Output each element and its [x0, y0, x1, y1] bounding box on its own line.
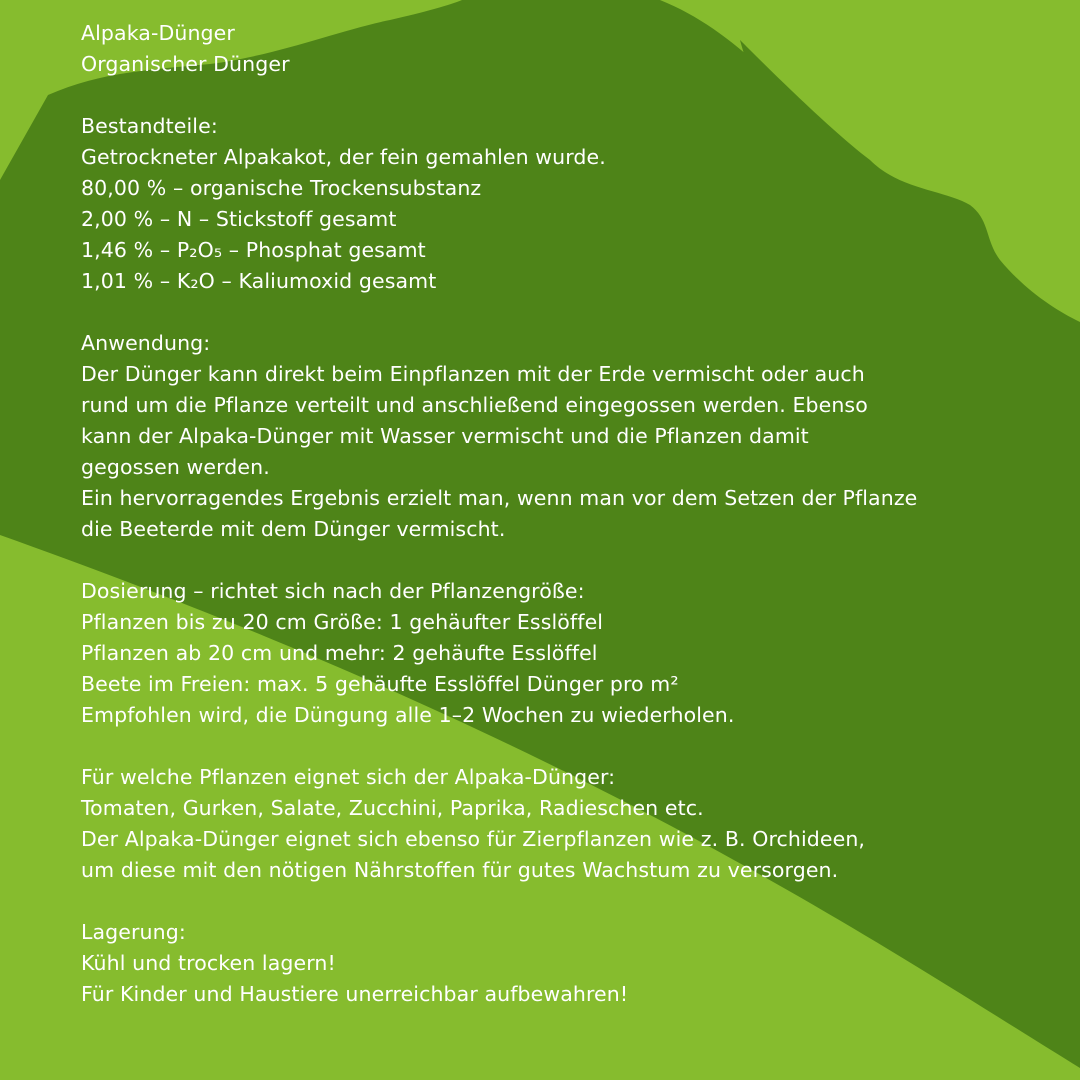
ingredients-line: 80,00 % – organische Trockensubstanz — [81, 176, 482, 200]
product-title: Alpaka-Dünger — [81, 21, 235, 45]
application-line: rund um die Pflanze verteilt und anschließend eingegossen werden. Ebenso — [81, 393, 868, 417]
ingredients-line: 1,46 % – P₂O₅ – Phosphat gesamt — [81, 238, 426, 262]
ingredients-line: Getrockneter Alpakakot, der fein gemahlen wurde. — [81, 145, 606, 169]
storage-heading: Lagerung: — [81, 920, 186, 944]
suitability-line: Der Alpaka-Dünger eignet sich ebenso für Zierpflanzen wie z. B. Orchideen, — [81, 827, 866, 851]
product-subtitle: Organischer Dünger — [81, 52, 290, 76]
application-line: gegossen werden. — [81, 455, 270, 479]
ingredients-line: 1,01 % – K₂O – Kaliumoxid gesamt — [81, 269, 437, 293]
application-line: Ein hervorragendes Ergebnis erzielt man, wenn man vor dem Setzen der Pflanze — [81, 486, 918, 510]
product-info-text — [81, 18, 1061, 1010]
suitability-heading: Für welche Pflanzen eignet sich der Alpaka-Dünger: — [81, 765, 616, 789]
dosage-heading: Dosierung – richtet sich nach der Pflanzengröße: — [81, 579, 585, 603]
suitability-line: Tomaten, Gurken, Salate, Zucchini, Paprika, Radieschen etc. — [81, 796, 704, 820]
dosage-line: Beete im Freien: max. 5 gehäufte Esslöffel Dünger pro m² — [81, 672, 679, 696]
dosage-line: Pflanzen bis zu 20 cm Größe: 1 gehäufter Esslöffel — [81, 610, 604, 634]
application-heading: Anwendung: — [81, 331, 211, 355]
application-line: die Beeterde mit dem Dünger vermischt. — [81, 517, 506, 541]
storage-line: Kühl und trocken lagern! — [81, 951, 336, 975]
storage-line: Für Kinder und Haustiere unerreichbar aufbewahren! — [81, 982, 629, 1006]
dosage-line: Pflanzen ab 20 cm und mehr: 2 gehäufte Esslöffel — [81, 641, 598, 665]
application-line: Der Dünger kann direkt beim Einpflanzen mit der Erde vermischt oder auch — [81, 362, 865, 386]
dosage-line: Empfohlen wird, die Düngung alle 1–2 Wochen zu wiederholen. — [81, 703, 735, 727]
ingredients-line: 2,00 % – N – Stickstoff gesamt — [81, 207, 397, 231]
suitability-line: um diese mit den nötigen Nährstoffen für gutes Wachstum zu versorgen. — [81, 858, 839, 882]
ingredients-heading: Bestandteile: — [81, 114, 218, 138]
application-line: kann der Alpaka-Dünger mit Wasser vermischt und die Pflanzen damit — [81, 424, 809, 448]
